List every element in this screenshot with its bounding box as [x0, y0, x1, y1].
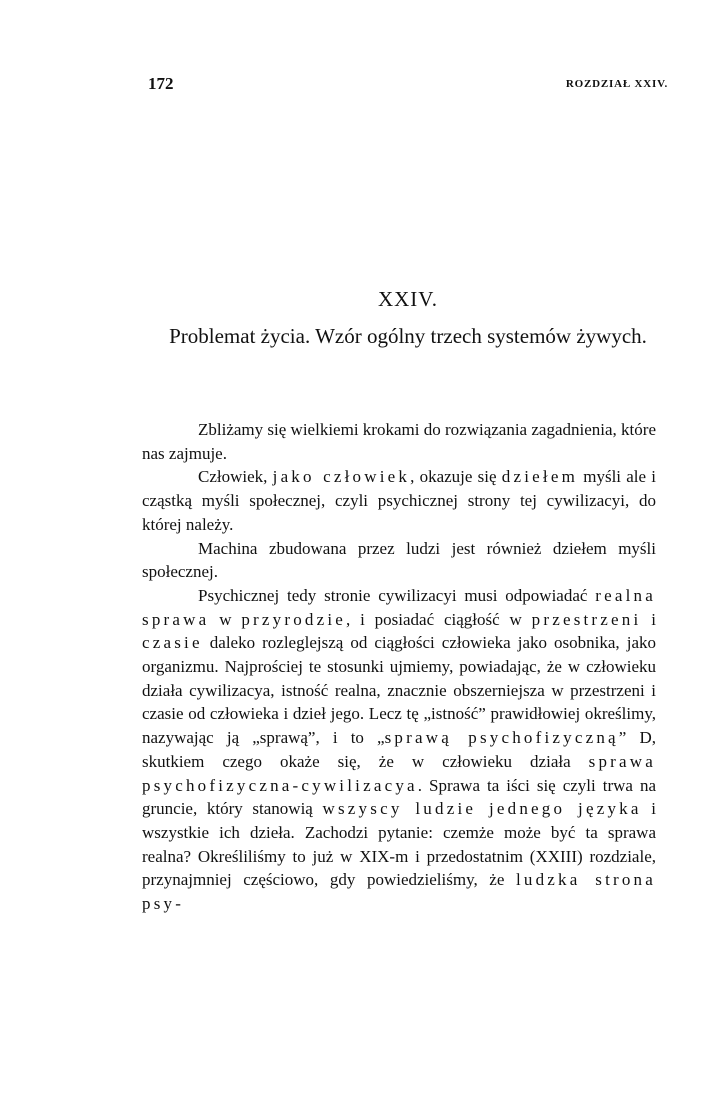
paragraph: [142, 537, 656, 584]
chapter-title: Problemat życia. Wzór ogólny trzech systemów żywych.: [169, 324, 647, 348]
emphasized-text: sprawa psychofizyczna-cywilizacya: [142, 751, 656, 795]
text-run: , okazuje się: [410, 467, 502, 487]
text-run: Zbliżamy się wielkiemi krokami do rozwiązania zagadnienia, które nas zajmuje.: [142, 420, 656, 463]
text-run: myśli ale i cząstką myśli społecznej, czyli psychicznej strony tej cywilizacyi, do której należy.: [142, 467, 657, 534]
text-run: Machina zbudowana przez ludzi jest również dziełem myśli społecznej.: [142, 538, 656, 582]
chapter-heading: [148, 287, 668, 351]
emphasized-text: jako człowiek: [272, 467, 411, 487]
text-run: Psychicznej tedy stronie cywilizacyi musi odpowiadać: [198, 585, 596, 605]
text-run: Człowiek,: [198, 467, 273, 487]
emphasized-text: wszyscy ludzie jednego języka: [322, 799, 642, 819]
body-text: [142, 418, 656, 916]
paragraph: [142, 418, 656, 465]
emphasized-text: realna sprawa: [142, 585, 656, 629]
emphasized-text: przyrodzie: [241, 609, 347, 629]
chapter-reference: ROZDZIAŁ XXIV.: [565, 78, 668, 90]
text-run: daleko rozleglejszą od ciągłości człowieka jako osobnika, jako organizmu. Najprościej te stosunki ujmiemy, powiadając, że w człowieku działa cywilizacya, istność realna, znacznie obszerniejsza w przestrzeni i czasie od człowieka i dzieł jego. Lecz tę „istność” prawidłowiej określimy, nazywając ją „sprawą”, i to „: [142, 633, 656, 748]
emphasized-text: czasie: [142, 633, 203, 653]
paragraph: [142, 584, 656, 916]
running-header: [148, 74, 668, 96]
text-run: . Sprawa ta iści się czyli trwa na gruncie, który stanowią: [142, 775, 656, 819]
page-number: 172: [148, 74, 174, 93]
emphasized-text: dziełem: [501, 467, 579, 487]
text-run: i: [641, 609, 656, 629]
emphasized-text: ludzka strona psy-: [142, 870, 656, 914]
emphasized-text: przestrzeni: [531, 609, 642, 629]
paragraph: [142, 465, 656, 536]
chapter-number: XXIV.: [377, 287, 439, 311]
text-run: w: [209, 609, 242, 629]
emphasized-text: sprawą psychofizyczną: [384, 728, 619, 748]
text-run: ” D, skutkiem czego okaże się, że w człowieku działa: [142, 728, 656, 771]
text-run: , i posiadać ciągłość w: [346, 609, 532, 629]
text-run: i wszystkie ich dzieła. Zachodzi pytanie: czemże może być ta sprawa realna? Określiliśmy to już w XIX-m i przedostatnim (XXIII) rozdziale, przynajmniej częściowo, gdy powiedzieliśmy, że: [142, 799, 656, 890]
